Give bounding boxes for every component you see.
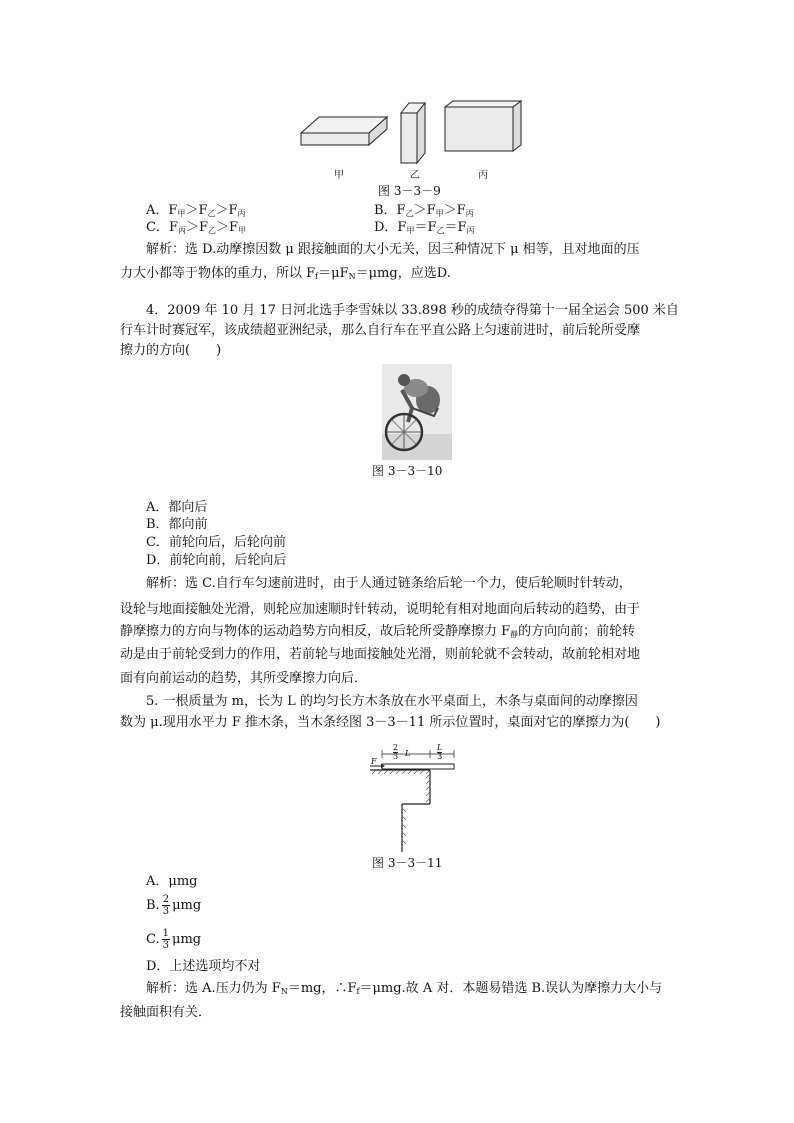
solution-line: 解析：选 C.自行车匀速前进时，由于人通过链条给后轮一个力，使后轮顺时针转动，	[146, 576, 632, 591]
figure-caption: 图 3－3－10	[372, 464, 443, 478]
option-c: C．$F_丙>F_乙>F_甲$	[146, 220, 247, 235]
question-text: 擦力的方向( )	[120, 343, 222, 358]
option-c: C. $\frac{1}{3}$ μmg	[146, 928, 202, 951]
option-b: B．都向前	[146, 517, 208, 532]
option-c: C．前轮向后，后轮向前	[146, 535, 286, 550]
figure-3-3-11	[368, 742, 458, 854]
solution-line: 力大小都等于物体的重力，所以 $F_f=\mu F_N=\mu mg$，应选D.	[120, 266, 451, 281]
option-d: D．$F_甲=F_乙=F_丙$	[374, 220, 475, 235]
solution-line: 设轮与地面接触处光滑，则轮应加速顺时针转动，说明轮有相对地面向后转动的趋势，由于	[120, 602, 641, 617]
solution-line: 解析：选 D.动摩擦因数 μ 跟接触面的大小无关，因三种情况下 μ 相等，且对地面的压	[146, 242, 640, 257]
question-text: 4．2009 年 10 月 17 日河北选手李雪妹以 33.898 秒的成绩夺得第十一届全运会 500 米自	[146, 303, 679, 318]
option-b: B．$F_乙>F_甲>F_丙$	[374, 203, 474, 218]
solution-line: 接触面积有关．	[120, 1005, 212, 1020]
question-text: 数为 μ.现用水平力 F 推木条，当木条经图 3－3－11 所示位置时，桌面对它的摩擦力为( )	[120, 715, 661, 730]
label-jia: 甲	[334, 170, 344, 181]
solution-line: 静摩擦力的方向与物体的运动趋势方向相反，故后轮所受静摩擦力 $F_静$的方向向前；前轮转	[120, 624, 636, 639]
dimension-label: L	[405, 749, 411, 758]
label-bing: 丙	[478, 170, 488, 181]
question-text: 行车计时赛冠军，该成绩超亚洲纪录，那么自行车在平直公路上匀速前进时，前后轮所受摩	[120, 323, 641, 338]
label-yi: 乙	[410, 170, 420, 181]
solution-line: 动是由于前轮受到力的作用，若前轮与地面接触处光滑，则前轮就不会转动，故前轮相对地	[120, 647, 641, 662]
dimension-label: 2 3	[393, 743, 399, 761]
block-jia	[301, 117, 387, 145]
option-d: D．前轮向前，后轮向后	[146, 553, 287, 568]
solution-line: 面有向前运动的趋势，其所受摩擦力向后．	[120, 671, 368, 686]
force-label: F	[371, 757, 377, 766]
figure-caption: 图 3－3－11	[372, 856, 443, 870]
option-a: A．$F_甲>F_乙>F_丙$	[146, 203, 246, 218]
solution-line: 解析：选 A.压力仍为 $F_N=mg$，$\therefore F_f=\mu mg$.故 A 对．本题易错选 B.误认为摩擦力大小与	[146, 981, 663, 996]
block-yi	[401, 103, 425, 163]
block-bing	[445, 101, 521, 151]
dimension-label: L 3	[437, 743, 443, 761]
figure-3-3-9	[295, 95, 535, 175]
option-a: A．都向后	[146, 500, 208, 515]
option-d: D．上述选项均不对	[146, 959, 261, 974]
cyclist-photo	[382, 364, 452, 460]
question-text: 5. 一根质量为 m，长为 L 的均匀长方木条放在水平桌面上，木条与桌面间的动摩擦因	[146, 694, 638, 709]
option-b: B. $\frac{2}{3}$ μmg	[146, 894, 202, 917]
option-a: A．μmg	[146, 874, 198, 889]
figure-caption: 图 3－3－9	[378, 184, 441, 198]
